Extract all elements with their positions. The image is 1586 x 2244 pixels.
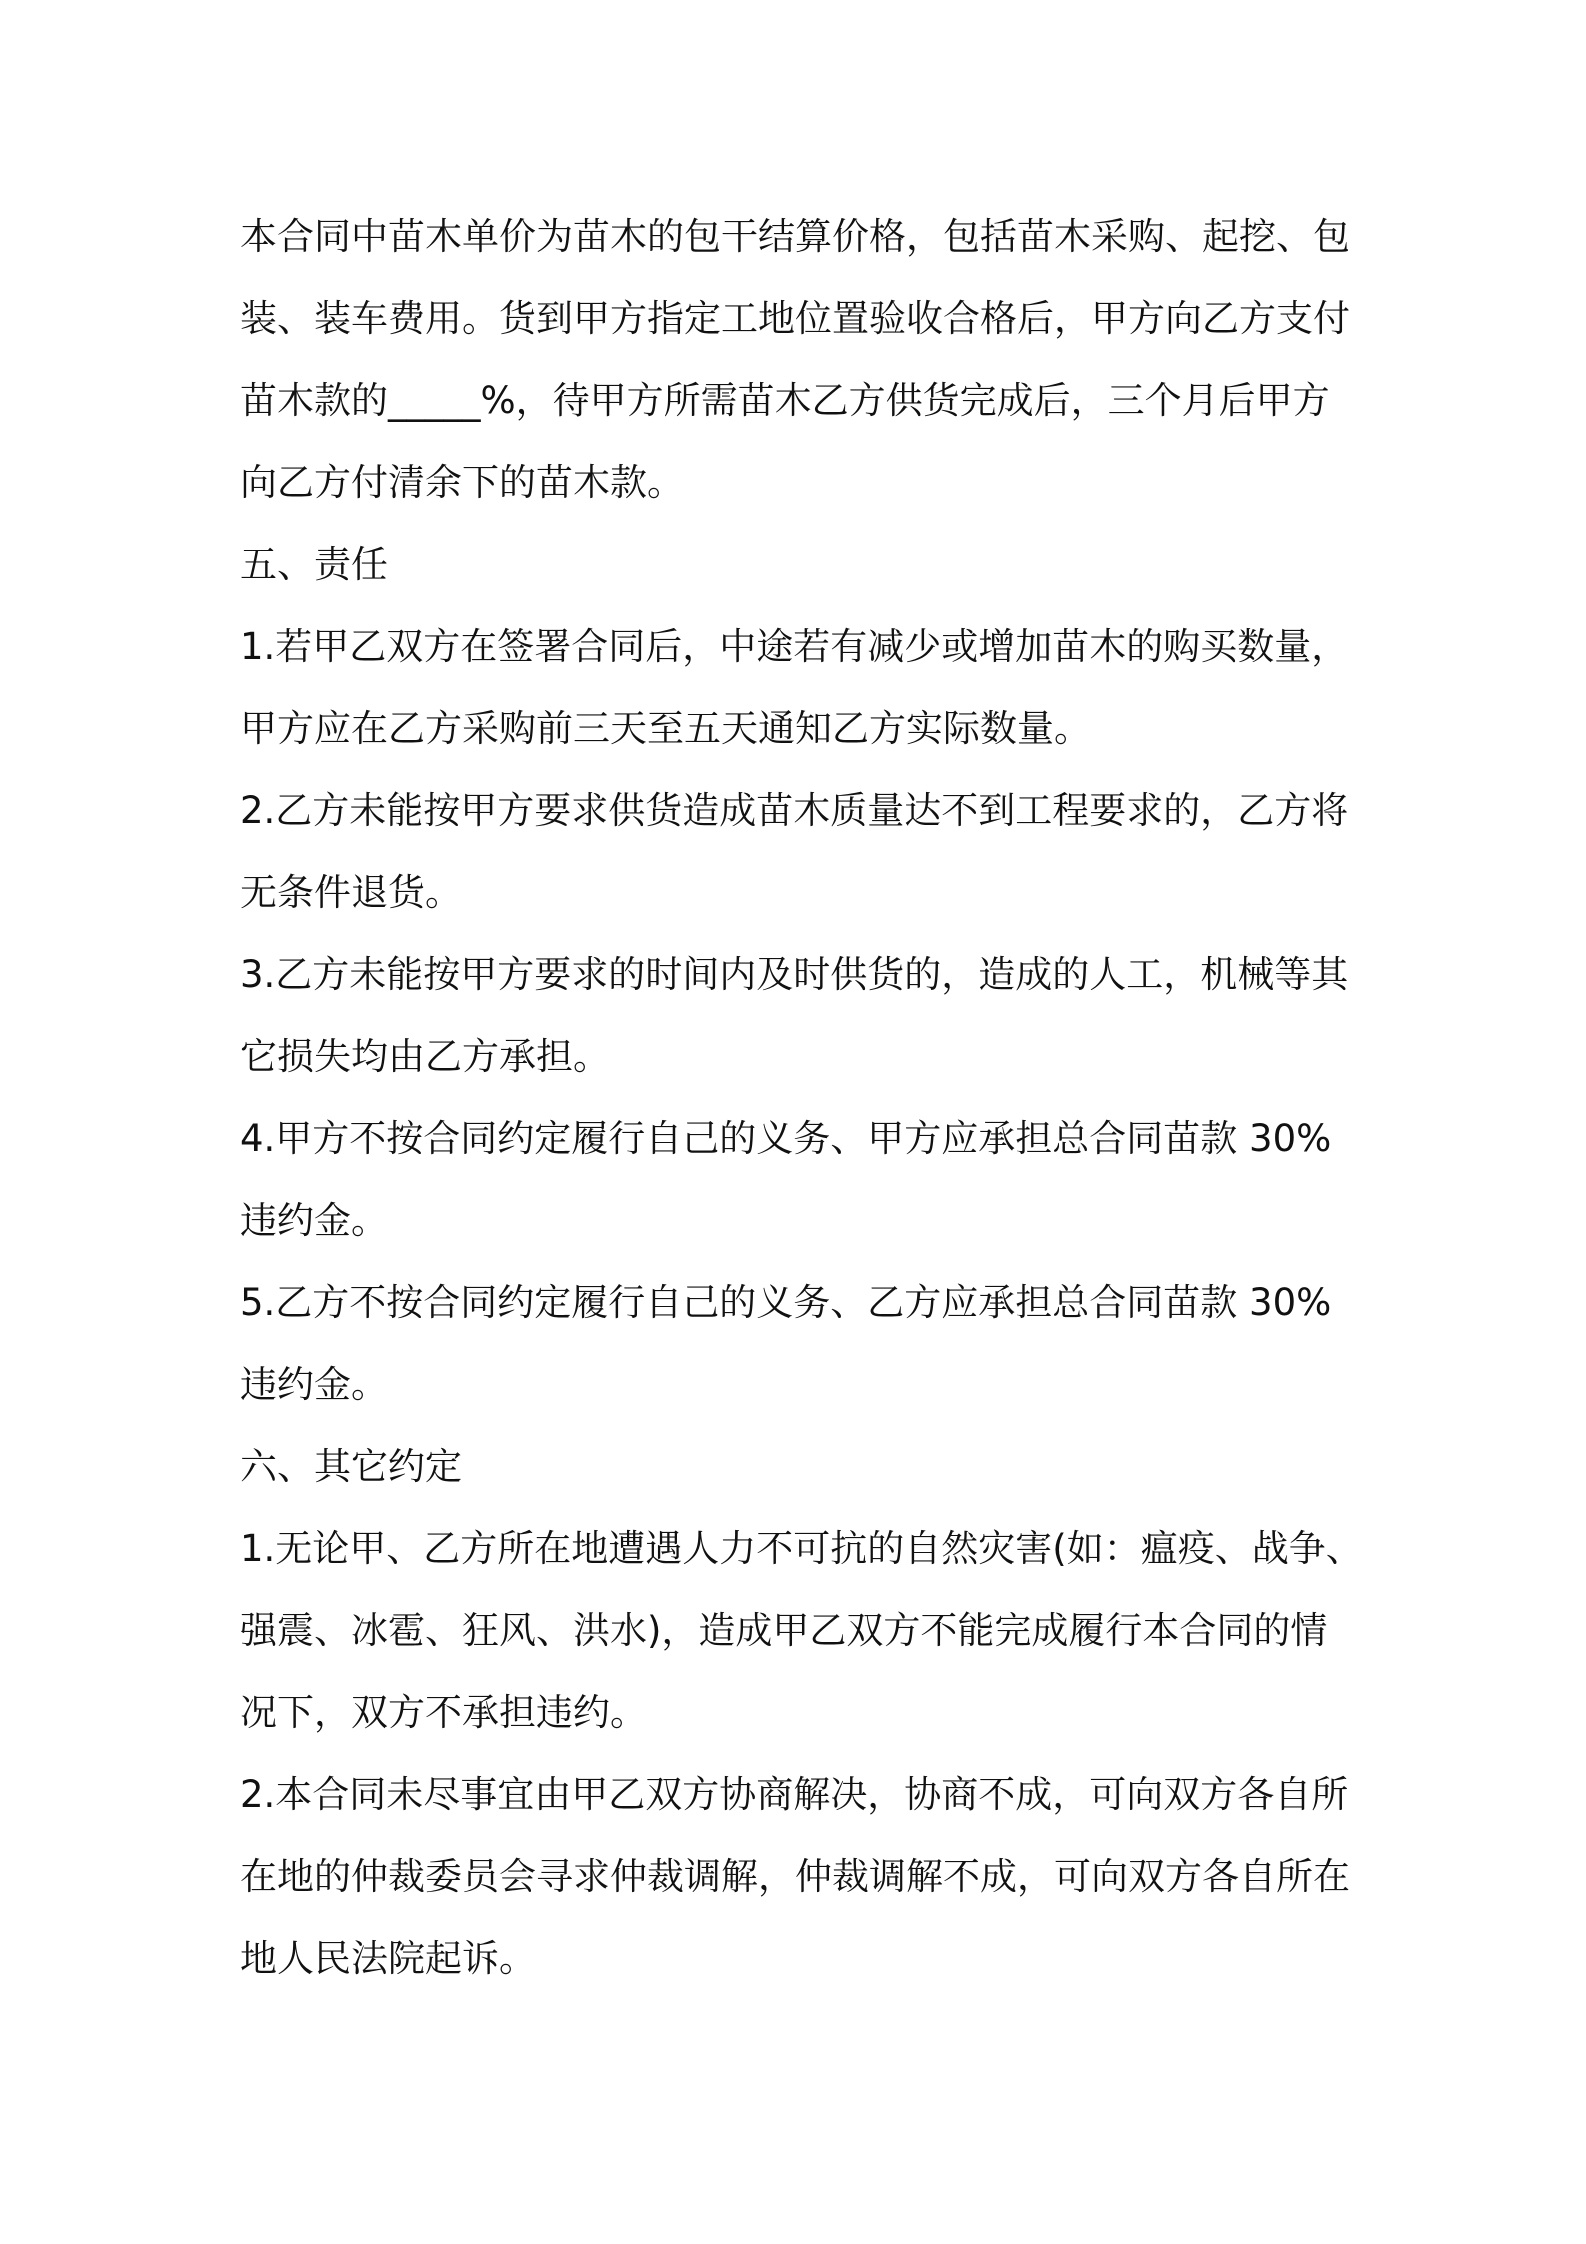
liability-clause-4 [240,1098,1360,1262]
liability-clause-3 [240,934,1360,1098]
section-heading-text: 五、责任 [240,543,388,586]
text-line: 2.本合同未尽事宜由甲乙双方协商解决，协商不成，可向双方各自所 [240,1773,1349,1816]
liability-clause-2 [240,770,1360,934]
text-line: 违约金。 [240,1363,388,1406]
text-line: 它损失均由乙方承担。 [240,1035,610,1078]
text-line: 违约金。 [240,1199,388,1242]
other-terms-clause-2 [240,1754,1360,2000]
payment-terms-paragraph [240,196,1360,524]
text-line: 3.乙方未能按甲方要求的时间内及时供货的，造成的人工，机械等其 [240,953,1349,996]
text-line: 2.乙方未能按甲方要求供货造成苗木质量达不到工程要求的，乙方将 [240,789,1349,832]
text-line: 在地的仲裁委员会寻求仲裁调解，仲裁调解不成，可向双方各自所在 [240,1855,1350,1898]
liability-clause-1 [240,606,1360,770]
section-heading-other-terms [240,1426,1360,1508]
document-body [240,196,1363,2000]
other-terms-clause-1 [240,1508,1363,1754]
liability-clause-5 [240,1262,1360,1426]
text-line: 装、装车费用。货到甲方指定工地位置验收合格后，甲方向乙方支付 [240,297,1350,340]
text-line: 况下，双方不承担违约。 [240,1691,647,1734]
text-line: 5.乙方不按合同约定履行自己的义务、乙方应承担总合同苗款 30% [240,1281,1332,1324]
text-line: 地人民法院起诉。 [240,1937,536,1980]
text-line: 向乙方付清余下的苗木款。 [240,461,684,504]
text-line: 苗木款的_____%，待甲方所需苗木乙方供货完成后，三个月后甲方 [240,379,1330,422]
section-heading-liability [240,524,1360,606]
section-heading-text: 六、其它约定 [240,1445,462,1488]
text-line: 甲方应在乙方采购前三天至五天通知乙方实际数量。 [240,707,1091,750]
text-line: 强震、冰雹、狂风、洪水)，造成甲乙双方不能完成履行本合同的情 [240,1609,1328,1652]
text-line: 无条件退货。 [240,871,462,914]
text-line: 1.若甲乙双方在签署合同后，中途若有减少或增加苗木的购买数量， [240,625,1349,668]
text-line: 4.甲方不按合同约定履行自己的义务、甲方应承担总合同苗款 30% [240,1117,1332,1160]
text-line: 本合同中苗木单价为苗木的包干结算价格，包括苗木采购、起挖、包 [240,215,1350,258]
text-line: 1.无论甲、乙方所在地遭遇人力不可抗的自然灾害(如：瘟疫、战争、 [240,1527,1363,1570]
